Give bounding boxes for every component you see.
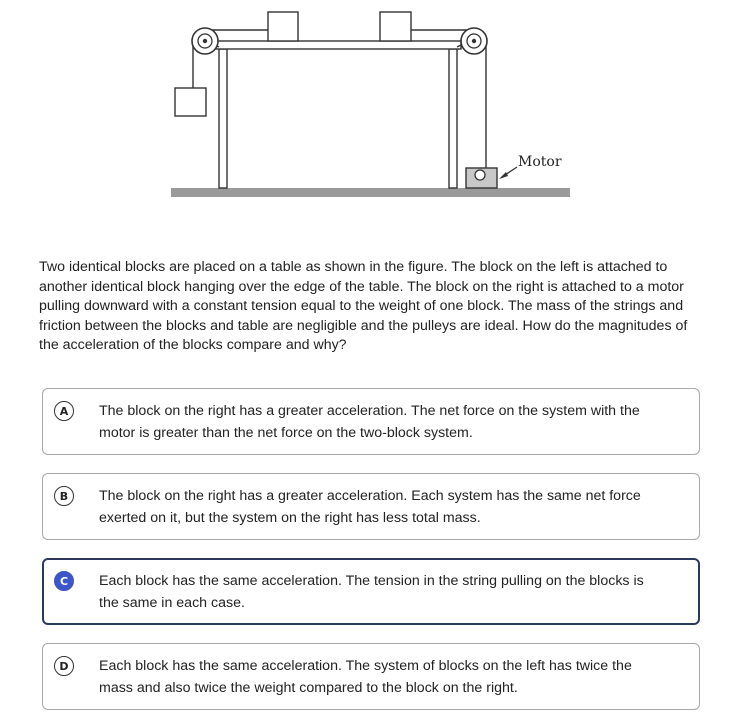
choice-d-text: Each block has the same acceleration. The system of blocks on the left has twice the mass and also twice the weight compared to the block on the right. [99,658,632,696]
physics-figure [0,0,754,215]
choice-a[interactable] [42,388,700,455]
question-text: Two identical blocks are placed on a table as shown in the figure. The block on the left is attached to another identical block hanging over the edge of the table. The block on the right is attached to a motor pulling downward with a constant tension equal to the weight of one block. The mass of the strings and friction between the blocks and table are negligible and the pulleys are ideal. How do the magnitudes of the acceleration of the blocks compare and why? [39,259,688,353]
motor [466,168,497,188]
table-right-leg [449,49,457,188]
left-pulley [192,28,218,54]
choice-b[interactable] [42,473,700,540]
choice-c[interactable] [42,558,700,625]
floor [171,188,570,197]
right-pulley [461,28,487,54]
table-top [215,41,461,49]
choice-d-badge: D [54,656,74,676]
block-hanging [175,88,206,116]
block-left-on-table [268,12,298,41]
motor-label: Motor [518,154,562,170]
choice-d[interactable] [42,643,700,710]
choice-b-text: The block on the right has a greater acceleration. Each system has the same net force exerted on it, but the system on the right has less total mass. [99,488,641,526]
choice-c-badge: C [54,571,74,591]
choice-b-badge: B [54,486,74,506]
choice-a-badge: A [54,401,74,421]
block-right-on-table [380,12,411,41]
choice-a-text: The block on the right has a greater acceleration. The net force on the system with the motor is greater than the net force on the two-block system. [99,403,640,441]
choice-c-text: Each block has the same acceleration. The tension in the string pulling on the blocks is the same in each case. [99,573,644,611]
table-left-leg [219,49,227,188]
